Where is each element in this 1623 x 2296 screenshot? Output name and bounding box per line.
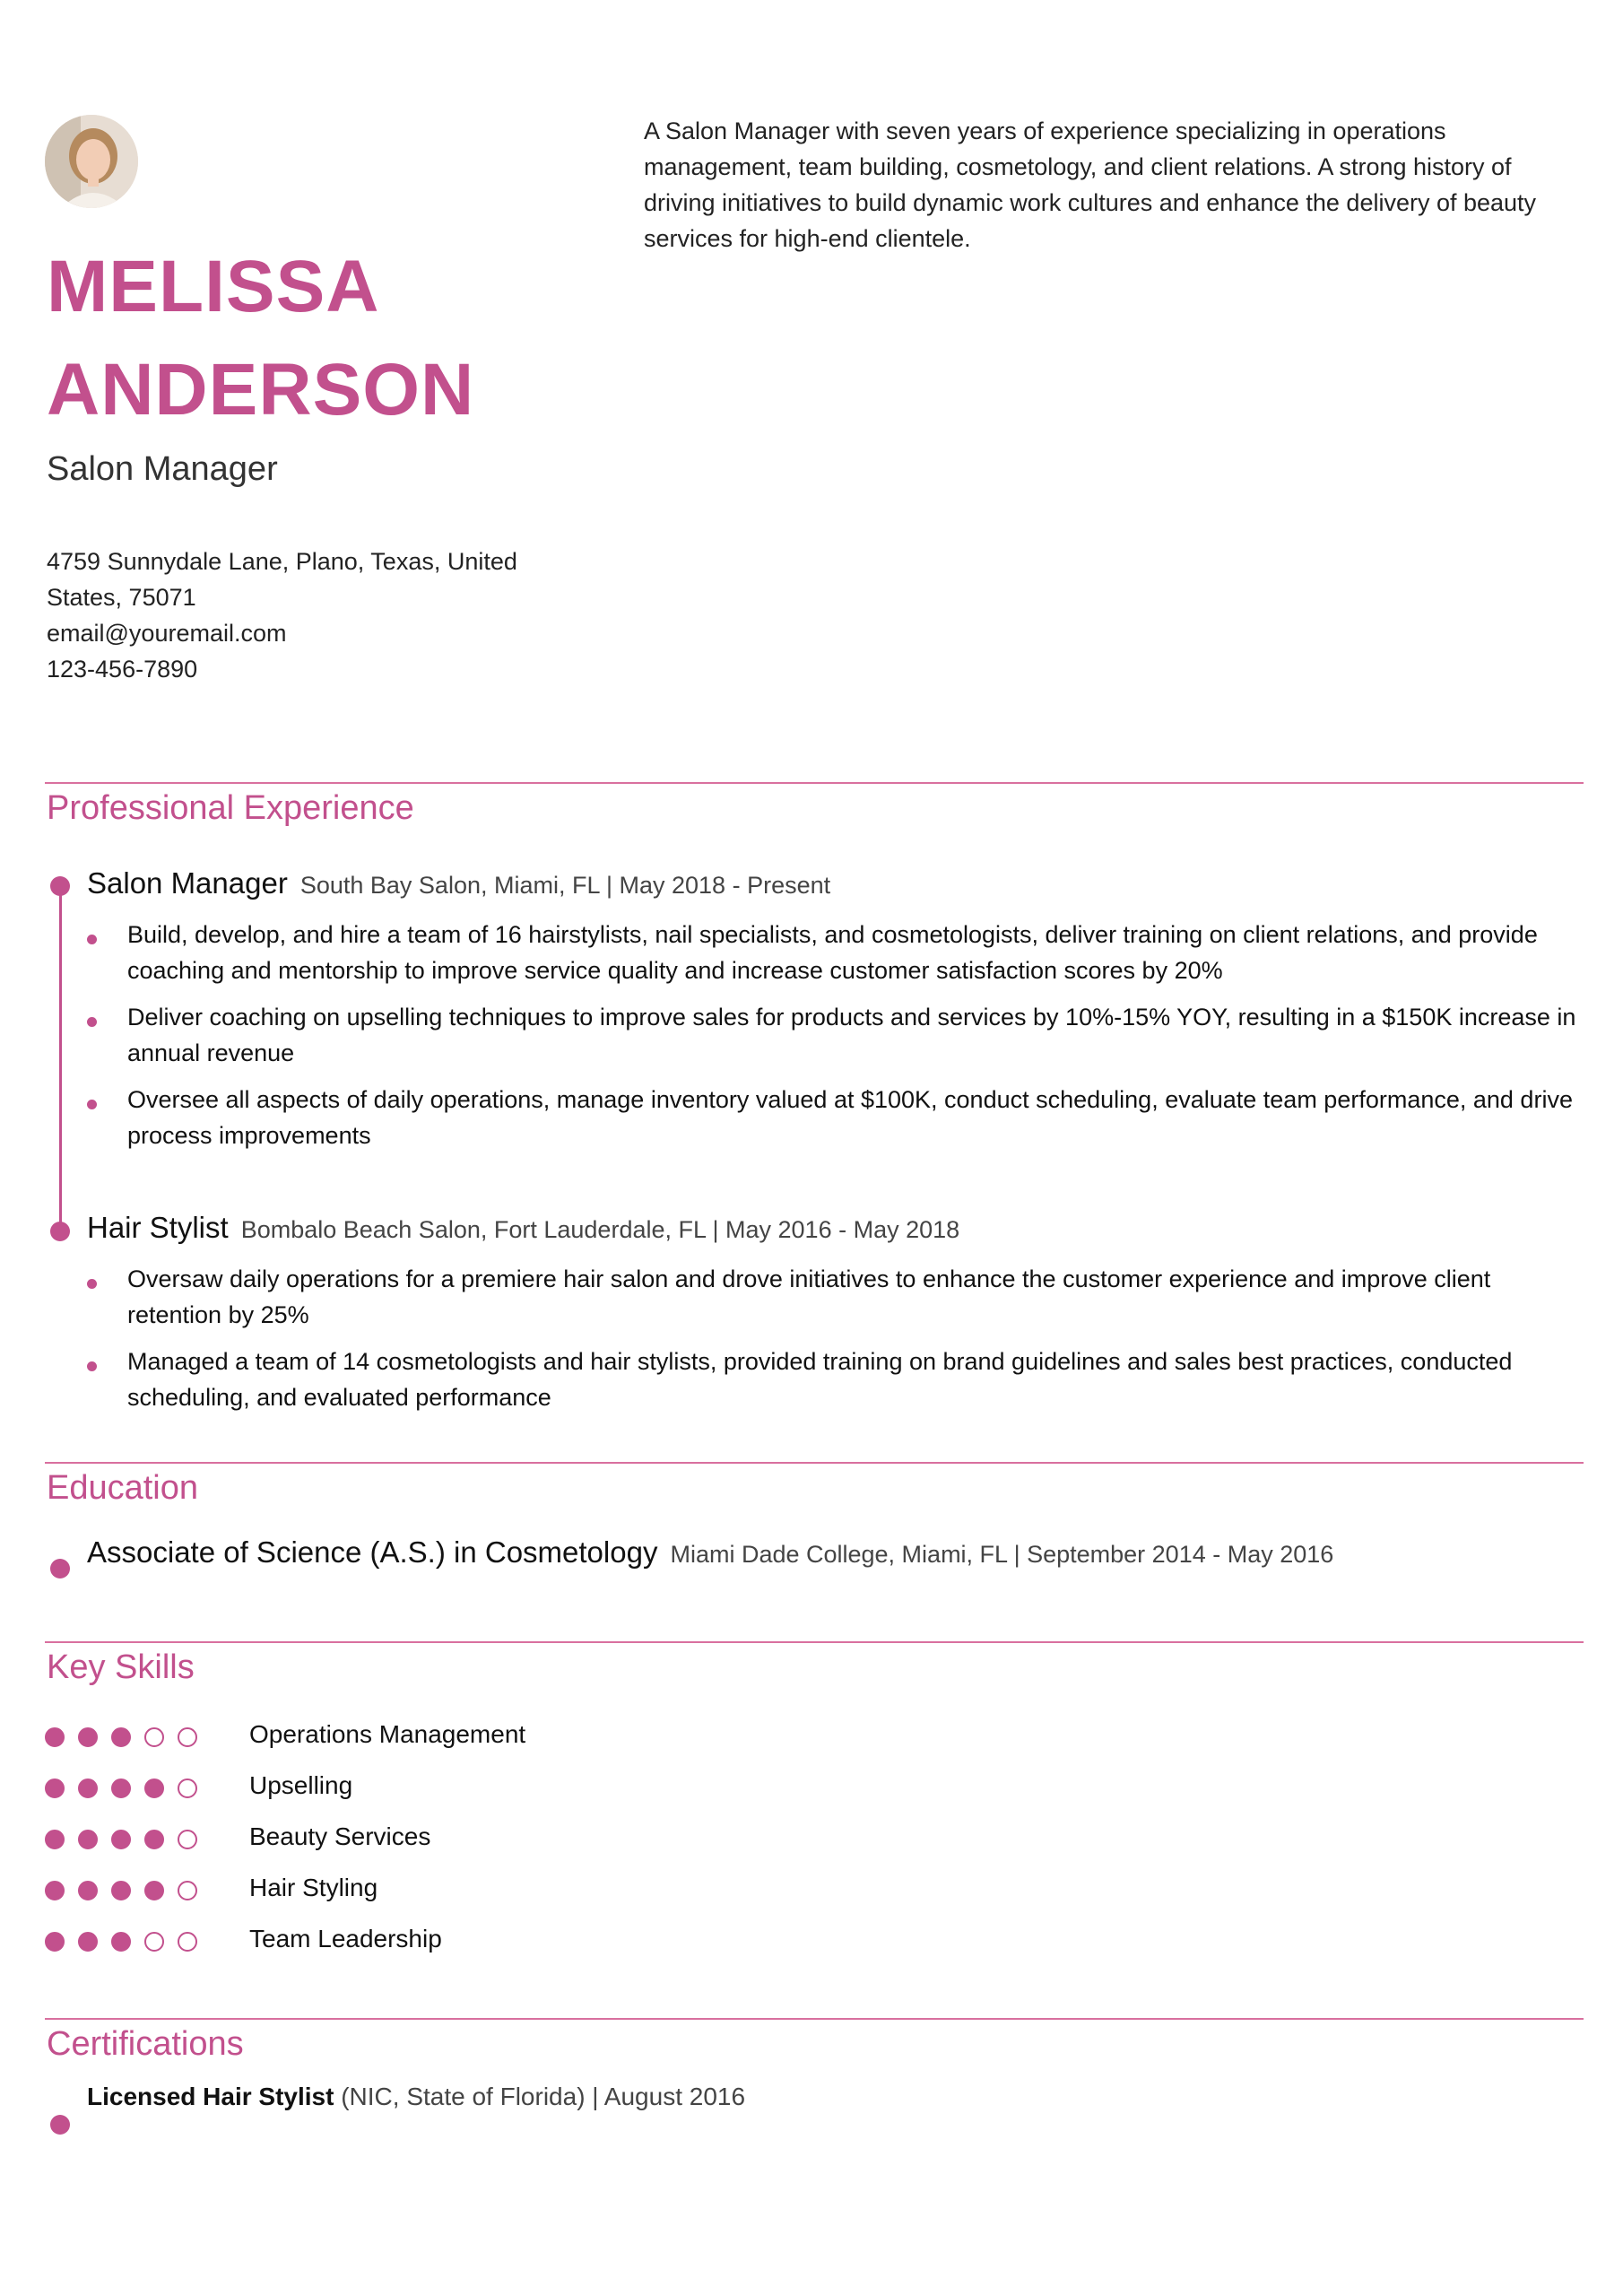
skill-label: Beauty Services [249, 1822, 431, 1850]
rating-dot-filled-icon [144, 1779, 164, 1798]
rating-dot-filled-icon [45, 1830, 65, 1849]
experience-details: Bombalo Beach Salon, Fort Lauderdale, FL | May 2016 - May 2018 [240, 1216, 960, 1243]
rating-dot-filled-icon [45, 1727, 65, 1747]
skill-label: Upselling [249, 1771, 353, 1799]
rating-dot-empty-icon [178, 1830, 197, 1849]
certification-details: (NIC, State of Florida) | August 2016 [341, 2083, 746, 2110]
experience-details: South Bay Salon, Miami, FL | May 2018 - Present [299, 872, 831, 899]
experience-role: Salon Manager [87, 866, 288, 900]
rating-dot-filled-icon [78, 1830, 98, 1849]
rating-dot-empty-icon [178, 1727, 197, 1747]
rating-dot-filled-icon [111, 1881, 131, 1900]
list-item: Build, develop, and hire a team of 16 hairstylists, nail specialists, and cosmetologists, deliver training on client relations, and provide coaching and mentorship to improve service quality and increase customer satisfaction scores by 20% [87, 917, 1589, 988]
rating-dot-empty-icon [178, 1779, 197, 1798]
certification-dot [50, 2115, 70, 2135]
phone: 123-456-7890 [47, 656, 198, 683]
section-divider [45, 1641, 1584, 1643]
rating-dot-filled-icon [78, 1727, 98, 1747]
section-title-experience: Professional Experience [47, 789, 414, 827]
certification-name: Licensed Hair Stylist [87, 2083, 334, 2110]
certification-entry [87, 2083, 745, 2111]
education-dot [50, 1559, 70, 1578]
education-degree: Associate of Science (A.S.) in Cosmetology [87, 1535, 658, 1569]
rating-dot-filled-icon [45, 1881, 65, 1900]
rating-dot-filled-icon [45, 1779, 65, 1798]
experience-timeline [59, 883, 62, 1223]
education-details: Miami Dade College, Miami, FL | September 2014 - May 2016 [670, 1541, 1334, 1568]
rating-dot-filled-icon [144, 1881, 164, 1900]
section-divider [45, 1462, 1584, 1464]
rating-dot-filled-icon [78, 1932, 98, 1952]
avatar [45, 115, 138, 208]
rating-dot-filled-icon [111, 1727, 131, 1747]
skill-label: Operations Management [249, 1720, 526, 1748]
rating-dot-filled-icon [111, 1830, 131, 1849]
rating-dot-empty-icon [144, 1727, 164, 1747]
profile-summary: A Salon Manager with seven years of experience specializing in operations management, team building, cosmetology, and client relations. A strong history of driving initiatives to build dynamic work cultures and enhance the delivery of beauty services for high-end clientele. [644, 117, 1537, 252]
rating-dot-empty-icon [178, 1932, 197, 1952]
section-divider [45, 2018, 1584, 2020]
candidate-name: MELISSA ANDERSON [47, 246, 475, 430]
experience-entry-header [87, 1211, 959, 1245]
experience-bullets [87, 1261, 1589, 1426]
rating-dot-filled-icon [144, 1830, 164, 1849]
avatar-photo-icon [45, 115, 138, 208]
rating-dot-filled-icon [78, 1881, 98, 1900]
skill-label: Hair Styling [249, 1874, 378, 1901]
skill-label: Team Leadership [249, 1925, 442, 1952]
experience-entry-header [87, 866, 830, 900]
list-item: Oversee all aspects of daily operations, manage inventory valued at $100K, conduct scheduling, evaluate team performance, and drive process improvements [87, 1082, 1589, 1153]
rating-dot-filled-icon [111, 1779, 131, 1798]
rating-dot-filled-icon [111, 1932, 131, 1952]
experience-bullets [87, 917, 1589, 1164]
education-entry [87, 1535, 1333, 1570]
section-title-skills: Key Skills [47, 1648, 195, 1686]
contact-info [47, 544, 549, 687]
experience-role: Hair Stylist [87, 1211, 229, 1244]
address: 4759 Sunnydale Lane, Plano, Texas, United States, 75071 [47, 548, 517, 611]
rating-dot-filled-icon [45, 1932, 65, 1952]
timeline-dot [50, 1222, 70, 1241]
rating-dot-empty-icon [144, 1932, 164, 1952]
list-item: Deliver coaching on upselling techniques to improve sales for products and services by 10%-15% YOY, resulting in a $150K increase in annual revenue [87, 999, 1589, 1071]
section-title-education: Education [47, 1469, 199, 1507]
timeline-dot [50, 876, 70, 896]
section-title-certifications: Certifications [47, 2025, 244, 2063]
list-item: Oversaw daily operations for a premiere hair salon and drove initiatives to enhance the customer experience and improve client retention by 25% [87, 1261, 1589, 1333]
email: email@youremail.com [47, 620, 287, 647]
rating-dot-empty-icon [178, 1881, 197, 1900]
rating-dot-filled-icon [78, 1779, 98, 1798]
section-divider [45, 782, 1584, 784]
job-title: Salon Manager [47, 450, 278, 488]
list-item: Managed a team of 14 cosmetologists and hair stylists, provided training on brand guidelines and sales best practices, conducted scheduling, and evaluated performance [87, 1344, 1589, 1415]
